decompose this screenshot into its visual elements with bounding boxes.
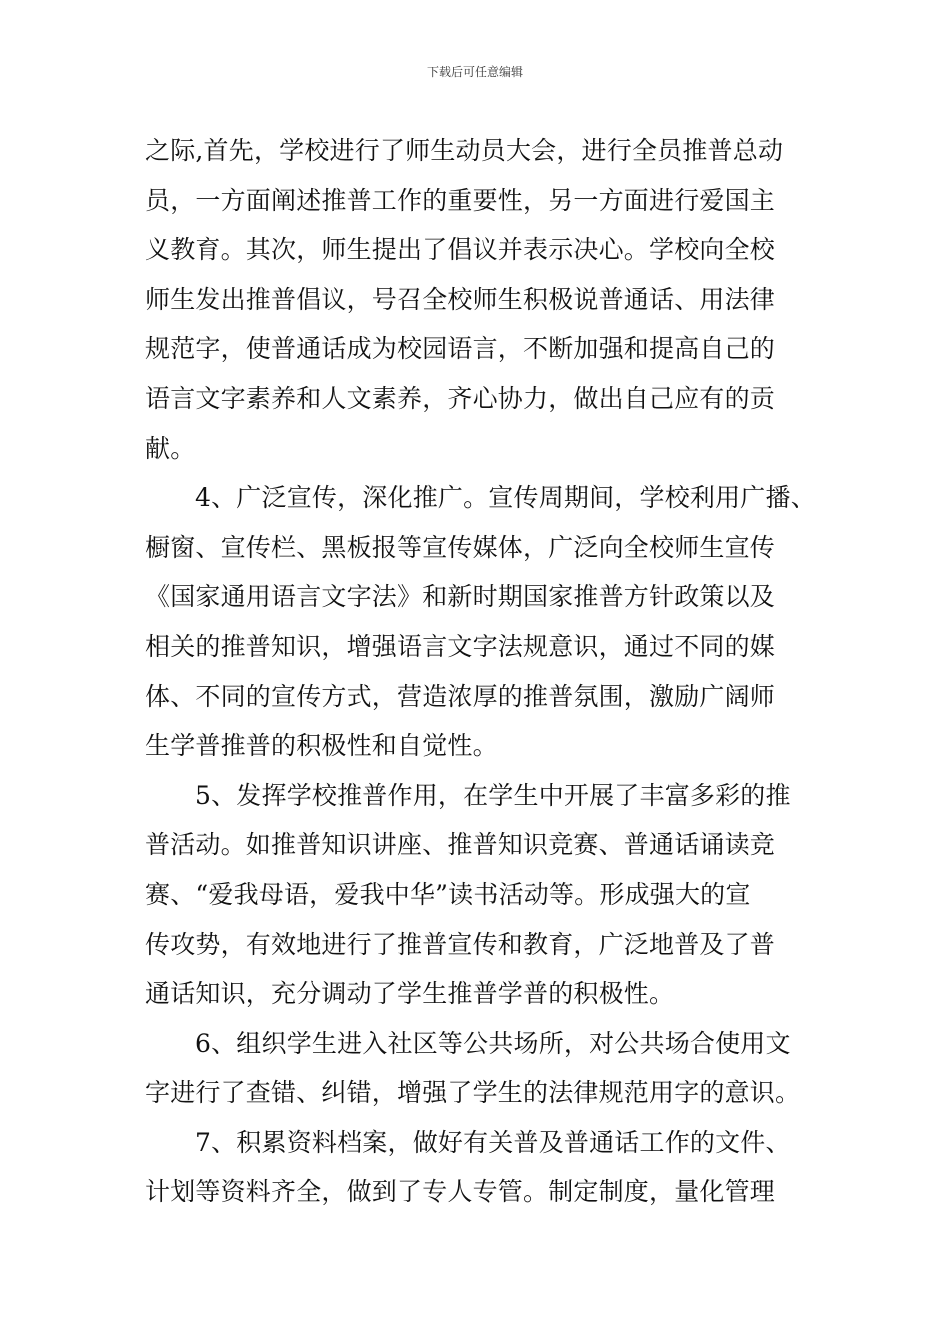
- text-line: 生学普推普的积极性和自觉性。: [145, 731, 498, 761]
- text-line: 橱窗、宣传栏、黑板报等宣传媒体，广泛向全校师生宣传: [145, 532, 776, 562]
- text-line: 《国家通用语言文字法》和新时期国家推普方针政策以及: [145, 582, 776, 612]
- text-line: 语言文字素养和人文素养，齐心协力，做出自己应有的贡: [145, 383, 776, 413]
- text-line: 师生发出推普倡议，号召全校师生积极说普通话、用法律: [145, 284, 776, 314]
- text-line: 义教育。其次，师生提出了倡议并表示决心。学校向全校: [145, 235, 776, 265]
- text-line: 4、广泛宣传，深化推广。宣传周期间，学校利用广播、: [195, 483, 816, 513]
- text-line: 7、积累资料档案，做好有关普及普通话工作的文件、: [195, 1127, 791, 1157]
- text-line: 相关的推普知识，增强语言文字法规意识，通过不同的媒: [145, 631, 776, 661]
- text-line: 员，一方面阐述推普工作的重要性，另一方面进行爱国主: [145, 185, 776, 215]
- text-line: 赛、“爱我母语，爱我中华”读书活动等。形成强大的宣: [145, 879, 751, 909]
- text-line: 献。: [145, 433, 196, 463]
- text-line: 6、组织学生进入社区等公共场所，对公共场合使用文: [195, 1028, 791, 1058]
- text-line: 规范字，使普通话成为校园语言，不断加强和提高自己的: [145, 334, 776, 364]
- page-header: 下载后可任意编辑: [426, 65, 523, 79]
- text-line: 传攻势，有效地进行了推普宣传和教育，广泛地普及了普: [145, 929, 776, 959]
- text-line: 普活动。如推普知识讲座、推普知识竞赛、普通话诵读竞: [145, 830, 776, 860]
- text-line: 之际,首先，学校进行了师生动员大会，进行全员推普总动: [145, 136, 784, 165]
- document-body: [145, 126, 835, 1217]
- text-line: 体、不同的宣传方式，营造浓厚的推普氛围，激励广阔师: [145, 681, 776, 711]
- text-line: 5、发挥学校推普作用，在学生中开展了丰富多彩的推: [195, 780, 791, 810]
- text-line: 字进行了查错、纠错，增强了学生的法律规范用字的意识。: [145, 1078, 801, 1108]
- text-line: 计划等资料齐全，做到了专人专管。制定制度，量化管理: [145, 1177, 776, 1207]
- text-line: 通话知识，充分调动了学生推普学普的积极性。: [145, 979, 675, 1009]
